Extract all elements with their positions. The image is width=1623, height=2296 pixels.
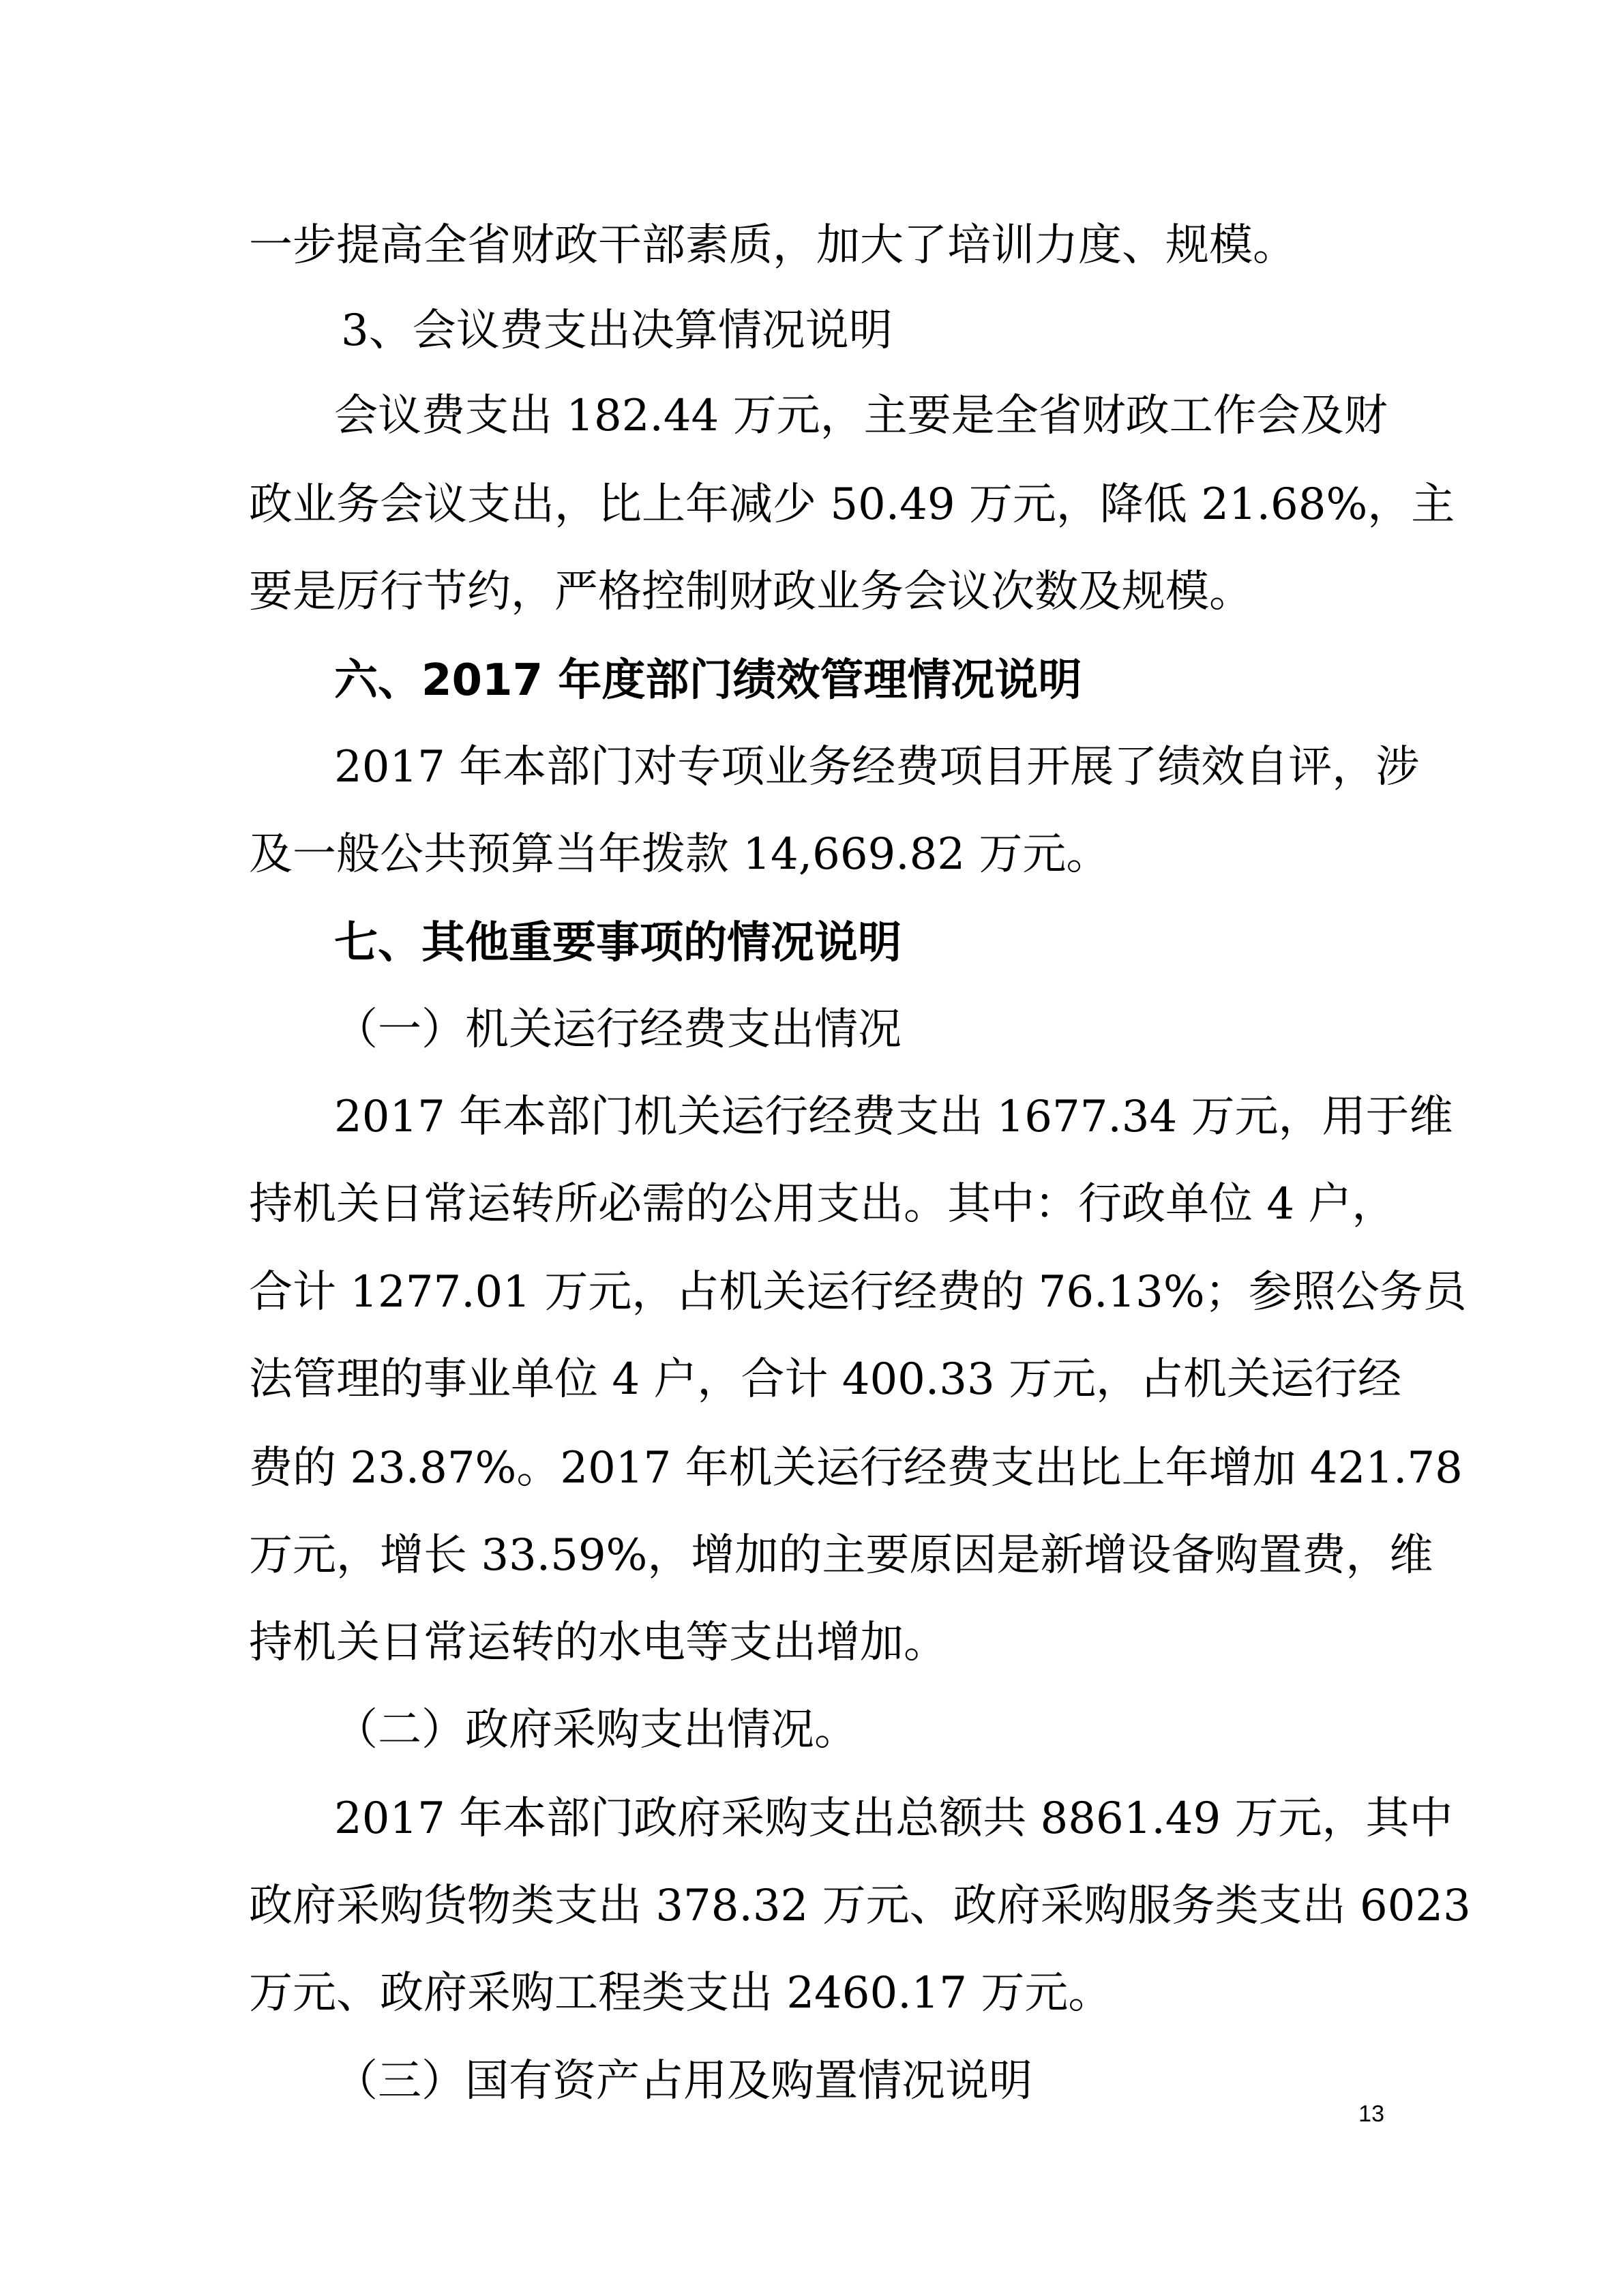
subsection-title-state-assets: （三）国有资产占用及购置情况说明: [334, 2056, 1032, 2106]
paragraph-line: 持机关日常运转的水电等支出增加。: [249, 1617, 947, 1668]
paragraph-line: 政业务会议支出，比上年减少 50.49 万元，降低 21.68%，主: [249, 479, 1455, 530]
paragraph-line: 会议费支出 182.44 万元，主要是全省财政工作会及财: [334, 391, 1388, 441]
paragraph-line: 费的 23.87%。2017 年机关运行经费支出比上年增加 421.78: [249, 1443, 1463, 1493]
paragraph-line: 要是厉行节约，严格控制财政业务会议次数及规模。: [249, 567, 1253, 617]
paragraph-line: 万元、政府采购工程类支出 2460.17 万元。: [249, 1968, 1112, 2018]
paragraph-line: 万元，增长 33.59%，增加的主要原因是新增设备购置费，维: [249, 1530, 1433, 1581]
paragraph-line: 法管理的事业单位 4 户，合计 400.33 万元，占机关运行经: [249, 1354, 1402, 1405]
paragraph-line: 政府采购货物类支出 378.32 万元、政府采购服务类支出 6023: [249, 1881, 1471, 1931]
paragraph-line: 2017 年本部门政府采购支出总额共 8861.49 万元，其中: [334, 1793, 1453, 1844]
paragraph-line: 持机关日常运转所必需的公用支出。其中：行政单位 4 户，: [249, 1179, 1396, 1229]
section-heading-performance: 六、2017 年度部门绩效管理情况说明: [334, 655, 1082, 706]
paragraph-line: 合计 1277.01 万元，占机关运行经费的 76.13%；参照公务员: [249, 1267, 1467, 1317]
paragraph-line: 及一般公共预算当年拨款 14,669.82 万元。: [249, 829, 1110, 880]
subsection-title-procurement: （二）政府采购支出情况。: [334, 1705, 858, 1755]
paragraph-line: 2017 年本部门对专项业务经费项目开展了绩效自评，涉: [334, 742, 1420, 792]
page-number: 13: [1358, 2101, 1384, 2127]
subsection-title-operating-costs: （一）机关运行经费支出情况: [334, 1004, 902, 1055]
paragraph-line: 一步提高全省财政干部素质，加大了培训力度、规模。: [249, 220, 1296, 271]
section-heading-other-matters: 七、其他重要事项的情况说明: [334, 918, 902, 968]
section-subtitle-meeting-fees: 3、会议费支出决算情况说明: [341, 305, 893, 356]
paragraph-line: 2017 年本部门机关运行经费支出 1677.34 万元，用于维: [334, 1092, 1453, 1142]
